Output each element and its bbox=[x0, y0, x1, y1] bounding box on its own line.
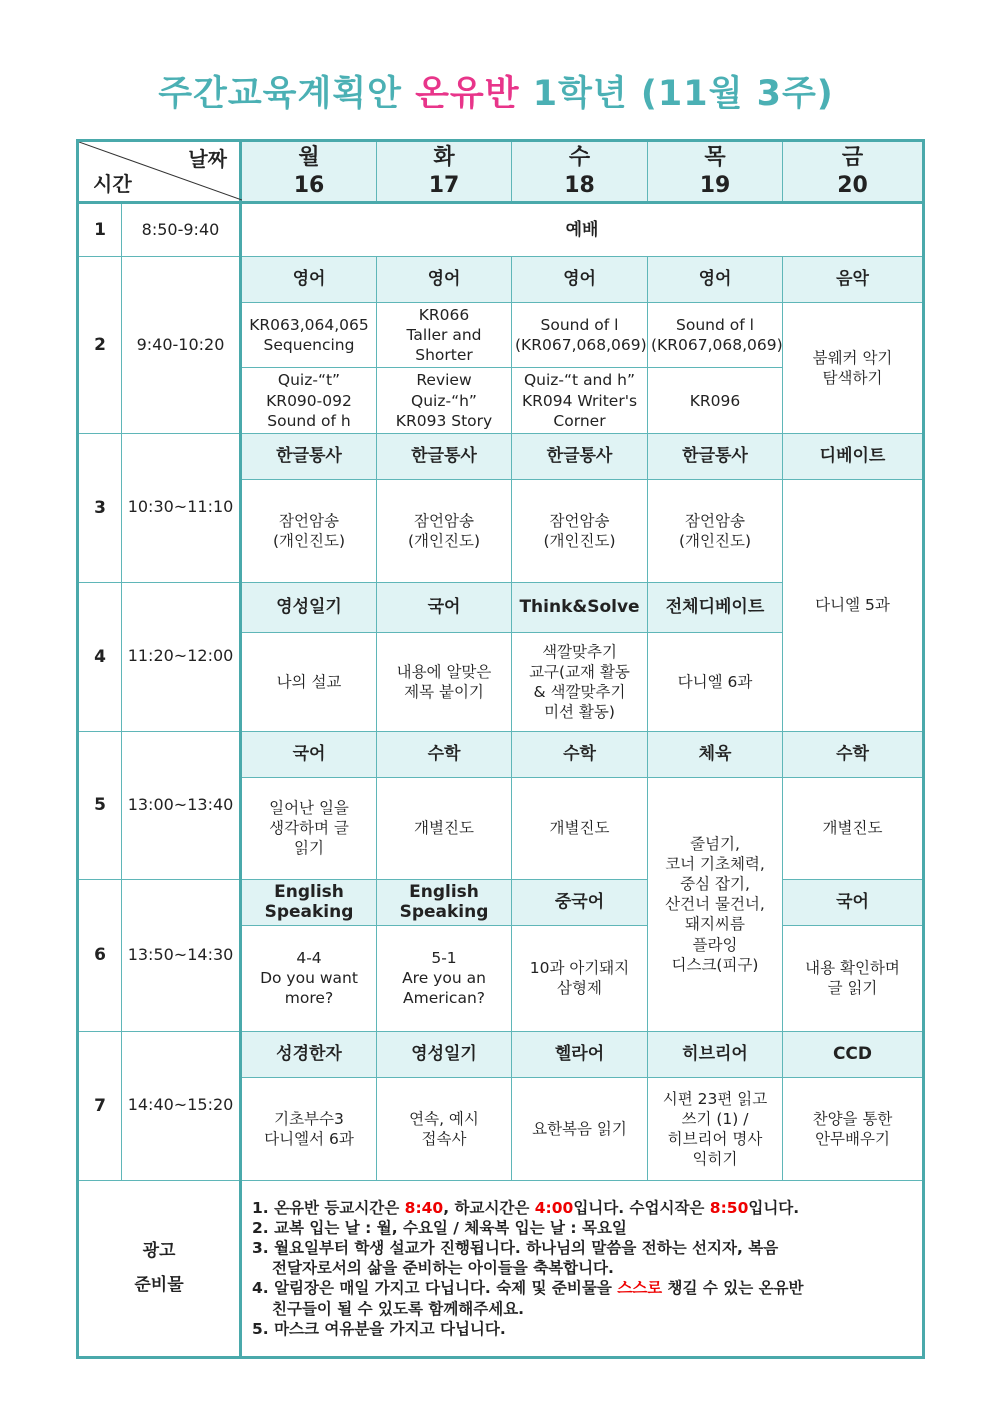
content-cell: 10과 아기돼지 삼형제 bbox=[512, 925, 648, 1031]
day-name: 화 bbox=[433, 145, 455, 170]
period-num: 4 bbox=[78, 582, 122, 731]
content-cell: 내용에 알맞은 제목 붙이기 bbox=[377, 632, 512, 731]
period-time: 10:30~11:10 bbox=[122, 433, 241, 582]
content-cell: KR066 Taller and Shorter bbox=[377, 303, 512, 368]
content-cell: 색깔맞추기 교구(교재 활동 & 색깔맞추기 미션 활동) bbox=[512, 632, 648, 731]
period-time: 13:00~13:40 bbox=[122, 731, 241, 879]
title-class: 온유반 bbox=[415, 74, 520, 114]
content-cell: 붐웨커 악기 탐색하기 bbox=[783, 303, 924, 434]
subject-cell: 수학 bbox=[377, 731, 512, 777]
content-cell: 5-1 Are you an American? bbox=[377, 925, 512, 1031]
subject-cell: 영어 bbox=[648, 257, 783, 303]
period-time: 13:50~14:30 bbox=[122, 879, 241, 1031]
notice-1: 1. 온유반 등교시간은 8:40, 하교시간은 4:00입니다. 수업시작은 8:50입니다. bbox=[252, 1198, 800, 1217]
subject-cell: Think&Solve bbox=[512, 582, 648, 632]
date-label: 날짜 bbox=[188, 147, 227, 171]
day-header-thu bbox=[648, 141, 783, 203]
notice-content bbox=[241, 1180, 924, 1357]
notice-label-supplies: 준비물 bbox=[134, 1275, 184, 1296]
period-num: 1 bbox=[78, 203, 122, 257]
content-cell: 개별진도 bbox=[783, 777, 924, 879]
day-name: 수 bbox=[568, 145, 591, 170]
content-cell: 잠언암송 (개인진도) bbox=[648, 479, 783, 582]
subject-cell: 디베이트 bbox=[783, 433, 924, 479]
day-date: 20 bbox=[837, 172, 868, 198]
day-header-mon bbox=[241, 141, 377, 203]
content-cell: 기초부수3 다니엘서 6과 bbox=[241, 1077, 377, 1180]
content-cell: 다니엘 6과 bbox=[648, 632, 783, 731]
content-cell: 연속, 예시 접속사 bbox=[377, 1077, 512, 1180]
subject-cell: 체육 bbox=[648, 731, 783, 777]
content-cell: Sound of l (KR067,068,069) bbox=[512, 303, 648, 368]
period-time: 11:20~12:00 bbox=[122, 582, 241, 731]
day-date: 18 bbox=[564, 172, 595, 198]
period-time: 8:50-9:40 bbox=[122, 203, 241, 257]
period-num: 2 bbox=[78, 257, 122, 434]
period-time: 9:40-10:20 bbox=[122, 257, 241, 434]
content-cell: Review Quiz-“h” KR093 Story bbox=[377, 368, 512, 433]
subject-cell: 한글통사 bbox=[241, 433, 377, 479]
content-cell: 일어난 일을 생각하며 글 읽기 bbox=[241, 777, 377, 879]
day-header-fri bbox=[783, 141, 924, 203]
subject-cell: 헬라어 bbox=[512, 1031, 648, 1077]
subject-cell: 한글통사 bbox=[648, 433, 783, 479]
subject-cell: 수학 bbox=[512, 731, 648, 777]
day-header-wed bbox=[512, 141, 648, 203]
content-cell: 개별진도 bbox=[377, 777, 512, 879]
notice-4-cont: 친구들이 될 수 있도록 함께해주세요. bbox=[272, 1299, 525, 1318]
day-date: 19 bbox=[699, 172, 731, 198]
content-cell: Sound of l (KR067,068,069) bbox=[648, 303, 783, 368]
worship-cell: 예배 bbox=[241, 203, 924, 257]
notice-4: 4. 알림장은 매일 가지고 다닙니다. 숙제 및 준비물을 스스로 챙길 수 있는 온유반 bbox=[252, 1279, 804, 1298]
content-cell: Quiz-“t” KR090-092 Sound of h bbox=[241, 368, 377, 433]
subject-cell: 영성일기 bbox=[241, 582, 377, 632]
content-cell: 내용 확인하며 글 읽기 bbox=[783, 925, 924, 1031]
day-date: 17 bbox=[428, 172, 460, 198]
corner-header bbox=[78, 141, 241, 203]
content-cell: Quiz-“t and h” KR094 Writer's Corner bbox=[512, 368, 648, 433]
notice-5: 5. 마스크 여유분을 가지고 다닙니다. bbox=[252, 1319, 506, 1338]
day-date: 16 bbox=[293, 172, 325, 198]
day-name: 월 bbox=[298, 145, 320, 170]
subject-cell: 성경한자 bbox=[241, 1031, 377, 1077]
subject-cell: CCD bbox=[783, 1031, 924, 1077]
content-cell: 시편 23편 읽고 쓰기 (1) / 히브리어 명사 익히기 bbox=[648, 1077, 783, 1180]
subject-cell: 중국어 bbox=[512, 879, 648, 925]
content-cell: 다니엘 5과 bbox=[783, 479, 924, 731]
subject-cell: 영어 bbox=[377, 257, 512, 303]
day-name: 금 bbox=[841, 145, 864, 170]
content-cell: 개별진도 bbox=[512, 777, 648, 879]
content-cell: 잠언암송 (개인진도) bbox=[241, 479, 377, 582]
period-num: 5 bbox=[78, 731, 122, 879]
subject-cell: 국어 bbox=[377, 582, 512, 632]
title-main: 주간교육계획안 bbox=[158, 74, 402, 114]
subject-cell: 한글통사 bbox=[377, 433, 512, 479]
period-num: 3 bbox=[78, 433, 122, 582]
content-cell: 줄넘기, 코너 기초체력, 중심 잡기, 산건너 물건너, 돼지씨름 플라잉 디스크(피구) bbox=[648, 777, 783, 1031]
subject-cell: English Speaking bbox=[241, 879, 377, 925]
content-cell: 4-4 Do you want more? bbox=[241, 925, 377, 1031]
day-name: 목 bbox=[704, 145, 726, 170]
subject-cell: 영어 bbox=[241, 257, 377, 303]
weekly-schedule-table bbox=[76, 139, 925, 1359]
page-title bbox=[0, 66, 992, 116]
notice-label-ad: 광고 bbox=[142, 1241, 176, 1262]
content-cell: 잠언암송 (개인진도) bbox=[512, 479, 648, 582]
period-time: 14:40~15:20 bbox=[122, 1031, 241, 1180]
notice-3: 3. 월요일부터 학생 설교가 진행됩니다. 하나님의 말씀을 전하는 선지자, 복음 bbox=[252, 1239, 779, 1258]
subject-cell: 전체디베이트 bbox=[648, 582, 783, 632]
subject-cell: 음악 bbox=[783, 257, 924, 303]
title-grade-week: 1학년 (11월 3주) bbox=[532, 74, 834, 114]
content-cell: 요한복음 읽기 bbox=[512, 1077, 648, 1180]
subject-cell: 영성일기 bbox=[377, 1031, 512, 1077]
notice-label bbox=[78, 1180, 241, 1357]
content-cell: KR096 bbox=[648, 368, 783, 433]
subject-cell: English Speaking bbox=[377, 879, 512, 925]
subject-cell: 한글통사 bbox=[512, 433, 648, 479]
content-cell: 찬양을 통한 안무배우기 bbox=[783, 1077, 924, 1180]
subject-cell: 수학 bbox=[783, 731, 924, 777]
content-cell: 나의 설교 bbox=[241, 632, 377, 731]
content-cell: 잠언암송 (개인진도) bbox=[377, 479, 512, 582]
period-num: 6 bbox=[78, 879, 122, 1031]
time-label: 시간 bbox=[93, 172, 132, 196]
subject-cell: 국어 bbox=[783, 879, 924, 925]
content-cell: KR063,064,065 Sequencing bbox=[241, 303, 377, 368]
subject-cell: 영어 bbox=[512, 257, 648, 303]
subject-cell: 국어 bbox=[241, 731, 377, 777]
subject-cell: 히브리어 bbox=[648, 1031, 783, 1077]
day-header-tue bbox=[377, 141, 512, 203]
period-num: 7 bbox=[78, 1031, 122, 1180]
notice-2: 2. 교복 입는 날 : 월, 수요일 / 체육복 입는 날 : 목요일 bbox=[252, 1218, 627, 1237]
notice-3-cont: 전달자로서의 삶을 준비하는 아이들을 축복합니다. bbox=[272, 1259, 614, 1278]
